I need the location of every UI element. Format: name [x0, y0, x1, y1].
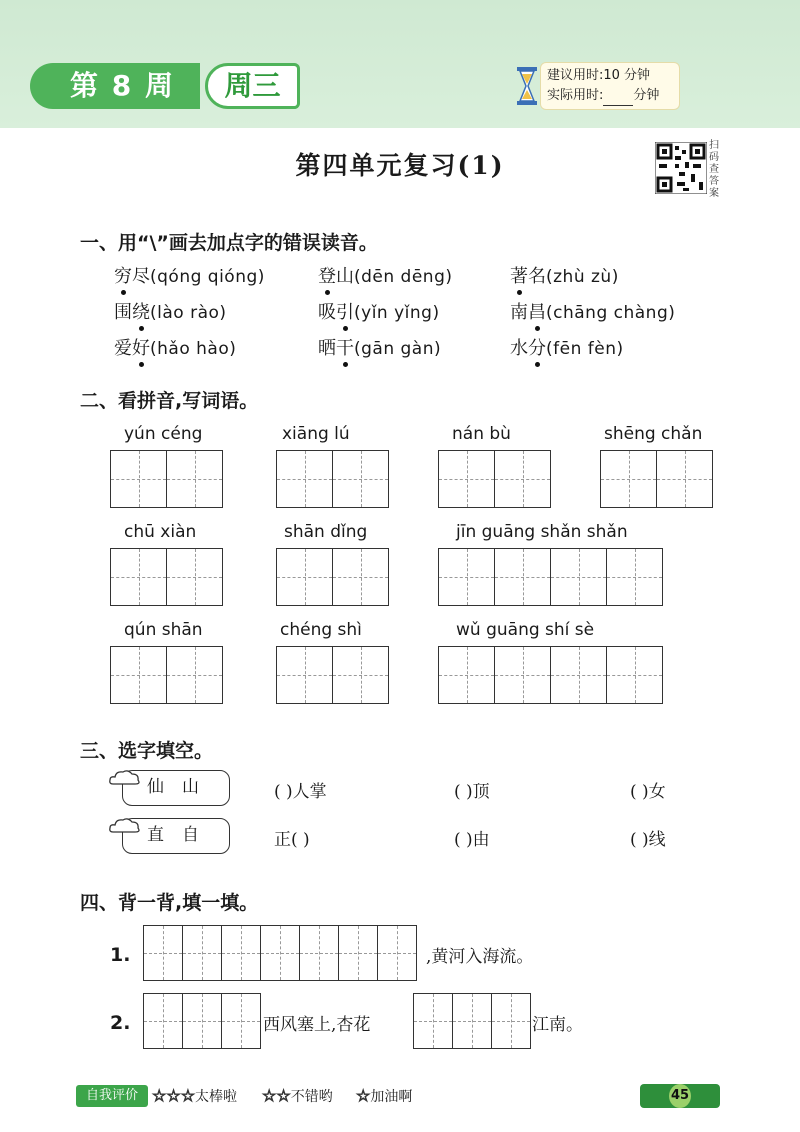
- qr-label: 扫码查答案: [709, 140, 719, 199]
- pinyin-label: jīn guāng shǎn shǎn: [456, 522, 628, 542]
- hourglass-icon: [516, 66, 538, 106]
- pinyin-label: chū xiàn: [124, 522, 197, 542]
- pinyin-label: yún céng: [124, 424, 203, 444]
- section4-heading: 四、背一背,填一填。: [80, 892, 259, 914]
- writing-grid[interactable]: [276, 646, 389, 704]
- word-item: 吸引(yǐn yǐng): [318, 298, 440, 324]
- fill-blank[interactable]: ( )顶: [454, 782, 490, 802]
- word-item: 围绕(lào rào): [114, 298, 227, 324]
- suggested-time: 建议用时:10 分钟: [547, 68, 651, 83]
- page-number: 45: [669, 1084, 691, 1108]
- word-item: 南昌(chāng chàng): [510, 298, 675, 324]
- word-item: 爱好(hǎo hào): [114, 334, 236, 360]
- word-item: 穷尽(qóng qióng): [114, 262, 265, 288]
- option-tag: 仙山: [122, 770, 230, 806]
- word-item: 著名(zhù zù): [510, 262, 619, 288]
- rating-keep-going[interactable]: ☆加油啊: [356, 1086, 413, 1105]
- poem-grid[interactable]: [143, 925, 417, 981]
- writing-grid[interactable]: [110, 548, 223, 606]
- pinyin-label: chéng shì: [280, 620, 362, 640]
- actual-time: 实际用时: 分钟: [547, 86, 673, 106]
- writing-grid[interactable]: [110, 450, 223, 508]
- fill-blank[interactable]: ( )由: [454, 830, 490, 850]
- item-number: 1.: [110, 944, 131, 966]
- pinyin-label: wǔ guāng shí sè: [456, 620, 595, 640]
- rating-great[interactable]: ☆☆☆太棒啦: [152, 1086, 238, 1105]
- poem-grid[interactable]: [143, 993, 261, 1049]
- rating-good[interactable]: ☆☆不错哟: [262, 1086, 333, 1105]
- word-item: 登山(dēn dēng): [318, 262, 453, 288]
- pinyin-label: xiāng lú: [282, 424, 350, 444]
- word-item: 水分(fēn fèn): [510, 334, 624, 360]
- word-item: 晒干(gān gàn): [318, 334, 441, 360]
- cloud-icon: [108, 768, 142, 788]
- option-tag: 直自: [122, 818, 230, 854]
- pinyin-label: shān dǐng: [284, 522, 368, 542]
- section3-heading: 三、选字填空。: [80, 740, 214, 762]
- fill-blank[interactable]: 正( ): [274, 830, 310, 850]
- pinyin-label: qún shān: [124, 620, 203, 640]
- week-label: 第 8 周: [30, 63, 200, 109]
- cloud-icon: [108, 816, 142, 836]
- poem-text: ,黄河入海流。: [426, 947, 534, 967]
- item-number: 2.: [110, 1012, 131, 1034]
- star-icon: ☆☆☆: [152, 1086, 196, 1105]
- writing-grid[interactable]: [438, 646, 663, 704]
- section2-heading: 二、看拼音,写词语。: [80, 390, 259, 412]
- time-box: [540, 62, 680, 110]
- poem-text: 江南。: [532, 1015, 583, 1035]
- day-label: 周三: [205, 63, 300, 109]
- writing-grid[interactable]: [110, 646, 223, 704]
- writing-grid[interactable]: [276, 548, 389, 606]
- qr-code-icon[interactable]: [655, 142, 707, 194]
- writing-grid[interactable]: [438, 450, 551, 508]
- poem-text: 西风塞上,杏花: [263, 1015, 371, 1035]
- fill-blank[interactable]: ( )人掌: [274, 782, 327, 802]
- writing-grid[interactable]: [600, 450, 713, 508]
- section1-heading: 一、用“\”画去加点字的错误读音。: [80, 232, 378, 254]
- star-icon: ☆☆: [262, 1086, 291, 1105]
- star-icon: ☆: [356, 1086, 371, 1105]
- fill-blank[interactable]: ( )女: [630, 782, 666, 802]
- writing-grid[interactable]: [438, 548, 663, 606]
- pinyin-label: nán bù: [452, 424, 511, 444]
- poem-grid[interactable]: [413, 993, 531, 1049]
- fill-blank[interactable]: ( )线: [630, 830, 666, 850]
- actual-time-blank[interactable]: [603, 92, 633, 106]
- self-evaluation-label: 自我评价: [76, 1085, 148, 1107]
- pinyin-label: shēng chǎn: [604, 424, 703, 444]
- writing-grid[interactable]: [276, 450, 389, 508]
- page-title: 第四单元复习(1): [295, 151, 505, 180]
